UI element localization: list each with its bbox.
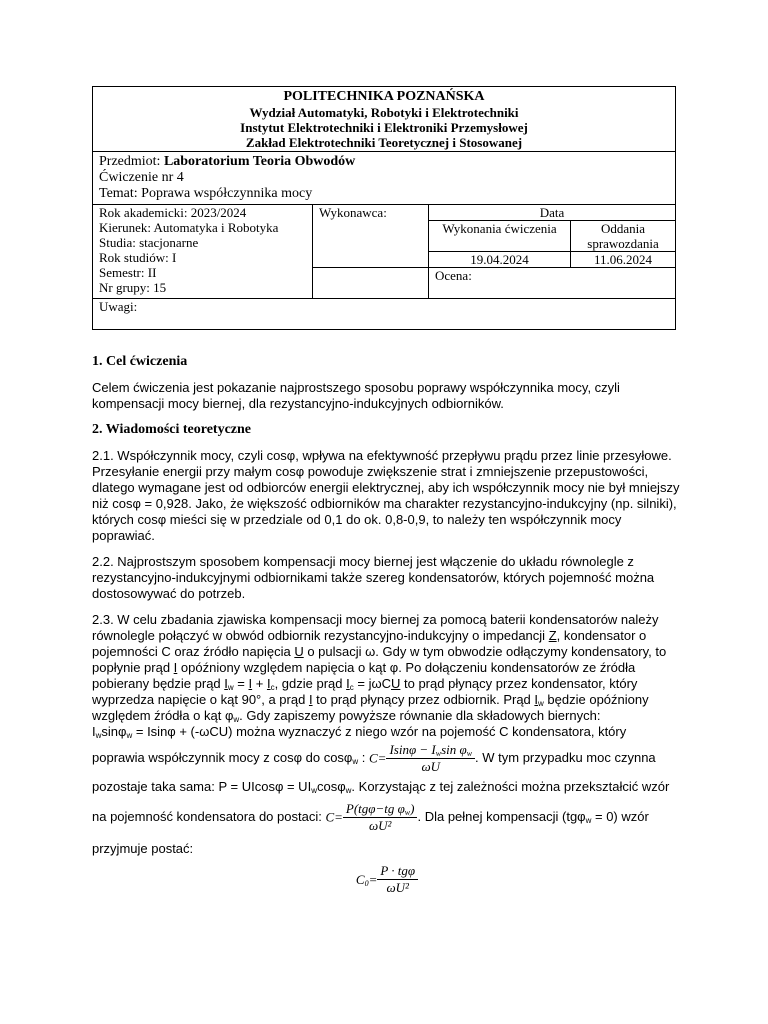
grade-label: Ocena: [435,268,472,283]
university-name: POLITECHNIKA POZNAŃSKA [283,89,485,104]
section-1-title: 1. Cel ćwiczenia [92,354,188,369]
performer-extra [313,268,429,299]
equation-1-lead: C= [368,750,387,766]
exercise-number: Ćwiczenie nr 4 [99,170,184,185]
paragraph-2-3: 2.3. W celu zbadania zjawiska kompensacji mocy biernej za pomocą baterii kondensatorów należy równolegle połączyć w obwód odbiornik rezystancyjno-indukcyjny o impedancji Z, kondensator o pojemności C oraz źródło napięcia U o pulsacji ω. Gdy w tym obwodzie odłączymy kondensatory, to popłynie prąd I opóźniony względem napięcia o kąt φ. Po dołączeniu kondensatorów ze źródła pobierany będzie prąd $I_w = I + I_c$, gdzie prąd $I_c = j\omega CU$ to prąd płynący przez kondensator, który wyprzedza napięcie o kąt 90°, a prąd I to prąd płynący przez odbiornik. Prąd $I_w$ będzie opóźniony względem źródła o kąt $\varphi_w$. Gdy zapiszemy powyższe równanie dla składowych biernych: $I_w\sin\varphi_w = Isin\varphi + (-\omega CU)$ można wyznaczyć z niego wzór na pojemość C kondensatora, który [92,612,667,740]
subject-line [99,154,669,170]
department-name: Zakład Elektrotechniki Teoretycznej i Stosowanej [245,135,523,150]
remarks-label: Uwagi: [99,299,138,314]
performer-cell [313,205,429,268]
power-line: pozostaje taka sama: $P = UIcos\varphi = UI_w\cos\varphi_w$. Korzystając z tej zależności można przekształcić wzór [92,778,670,795]
paragraph-2-1: 2.1. Współczynnik mocy, czyli cosφ, wpływa na efektywność przepływu prądu przez linie przesyłowe. Przesyłanie energii przy małym cosφ powoduje zwiększenie strat i zmniejszenie przepustowości, dlatego wymagane jest od odbiorców energii elektrycznej, aby ich współczynnik mocy nie był mniejszy niż cosφ = 0,928. Jako, że większość odbiorników ma charakter rezystancyjno-indukcyjny (np. silniki), których cosφ mieści się w przedziale od 0,1 do ok. 0,8-0,9, to należy ten współczynnik mocy poprawiać. [92,448,680,543]
semester: Semestr: II [99,265,157,280]
submitted-date: 11.06.2024 [571,252,676,268]
study-mode: Studia: stacjonarne [99,235,199,250]
final-form-label: przyjmuje postać: [92,841,194,857]
remarks-cell [93,299,676,330]
subject-value: Laboratorium Teoria Obwodów [163,154,356,169]
grade-cell [429,268,676,299]
institute-name: Instytut Elektrotechniki i Elektroniki Przemysłowej [240,120,528,135]
topic: Temat: Poprawa współczynnika mocy [99,186,313,201]
performed-date: 19.04.2024 [429,252,571,268]
document-body [92,354,682,896]
study-info-cell [93,205,313,299]
equation-1: $\frac{Isin\varphi - I_w\sin \varphi_w}{\omega U}$ [386,742,475,775]
institution-block [93,87,676,152]
equation-2-lead: C= [325,809,343,825]
study-year: Rok studiów: I [99,250,177,265]
equation-2: $\frac{P(tg\varphi-tg \varphi_w)}{\text{ωU²}}$ [343,801,418,834]
subject-label: Przedmiot: [99,154,161,169]
equation-3: $C_0=$ $\frac{\text{P · tgφ}}{\text{ωU²}}$ [92,863,682,896]
section-2-title: 2. Wiadomości teoretyczne [92,422,252,437]
submitted-label: Oddania sprawozdania [571,221,676,252]
performed-label: Wykonania ćwiczenia [429,221,571,252]
faculty-name: Wydział Automatyki, Robotyki i Elektrotechniki [249,105,519,120]
date-label: Data [429,205,676,221]
field-of-study: Kierunek: Automatyka i Robotyka [99,220,279,235]
subject-block [93,152,676,205]
performer-label: Wykonawca: [319,205,387,220]
equation-line-2: na pojemność kondensatora do postaci: C= $\frac{P(tg\varphi-tg \varphi_w)}{\text{ωU²}}$ . Dla pełnej kompensacji (tgφ$_w$ = 0) wzór [92,800,649,833]
equation-line-1: poprawia współczynnik mocy z cosφ do cosφ$_w$ : C= $\frac{Isin\varphi - I_w\sin \varphi_w}{\omega U}$ . W tym przypadku moc czynna [92,742,656,775]
header-table [92,86,676,330]
section-1-text: Celem ćwiczenia jest pokazanie najprostszego sposobu poprawy współczynnika mocy, czyli kompensacji mocy biernej, dla rezystancyjno-indukcyjnych odbiorników. [92,380,620,411]
academic-year: Rok akademicki: 2023/2024 [99,205,247,220]
paragraph-2-2: 2.2. Najprostszym sposobem kompensacji mocy biernej jest włączenie do układu równolegle z rezystancyjno-indukcyjnymi odbiornikami także szereg kondensatorów, których pojemność można dostosowywać do potrzeb. [92,554,655,601]
group-number: Nr grupy: 15 [99,280,167,295]
